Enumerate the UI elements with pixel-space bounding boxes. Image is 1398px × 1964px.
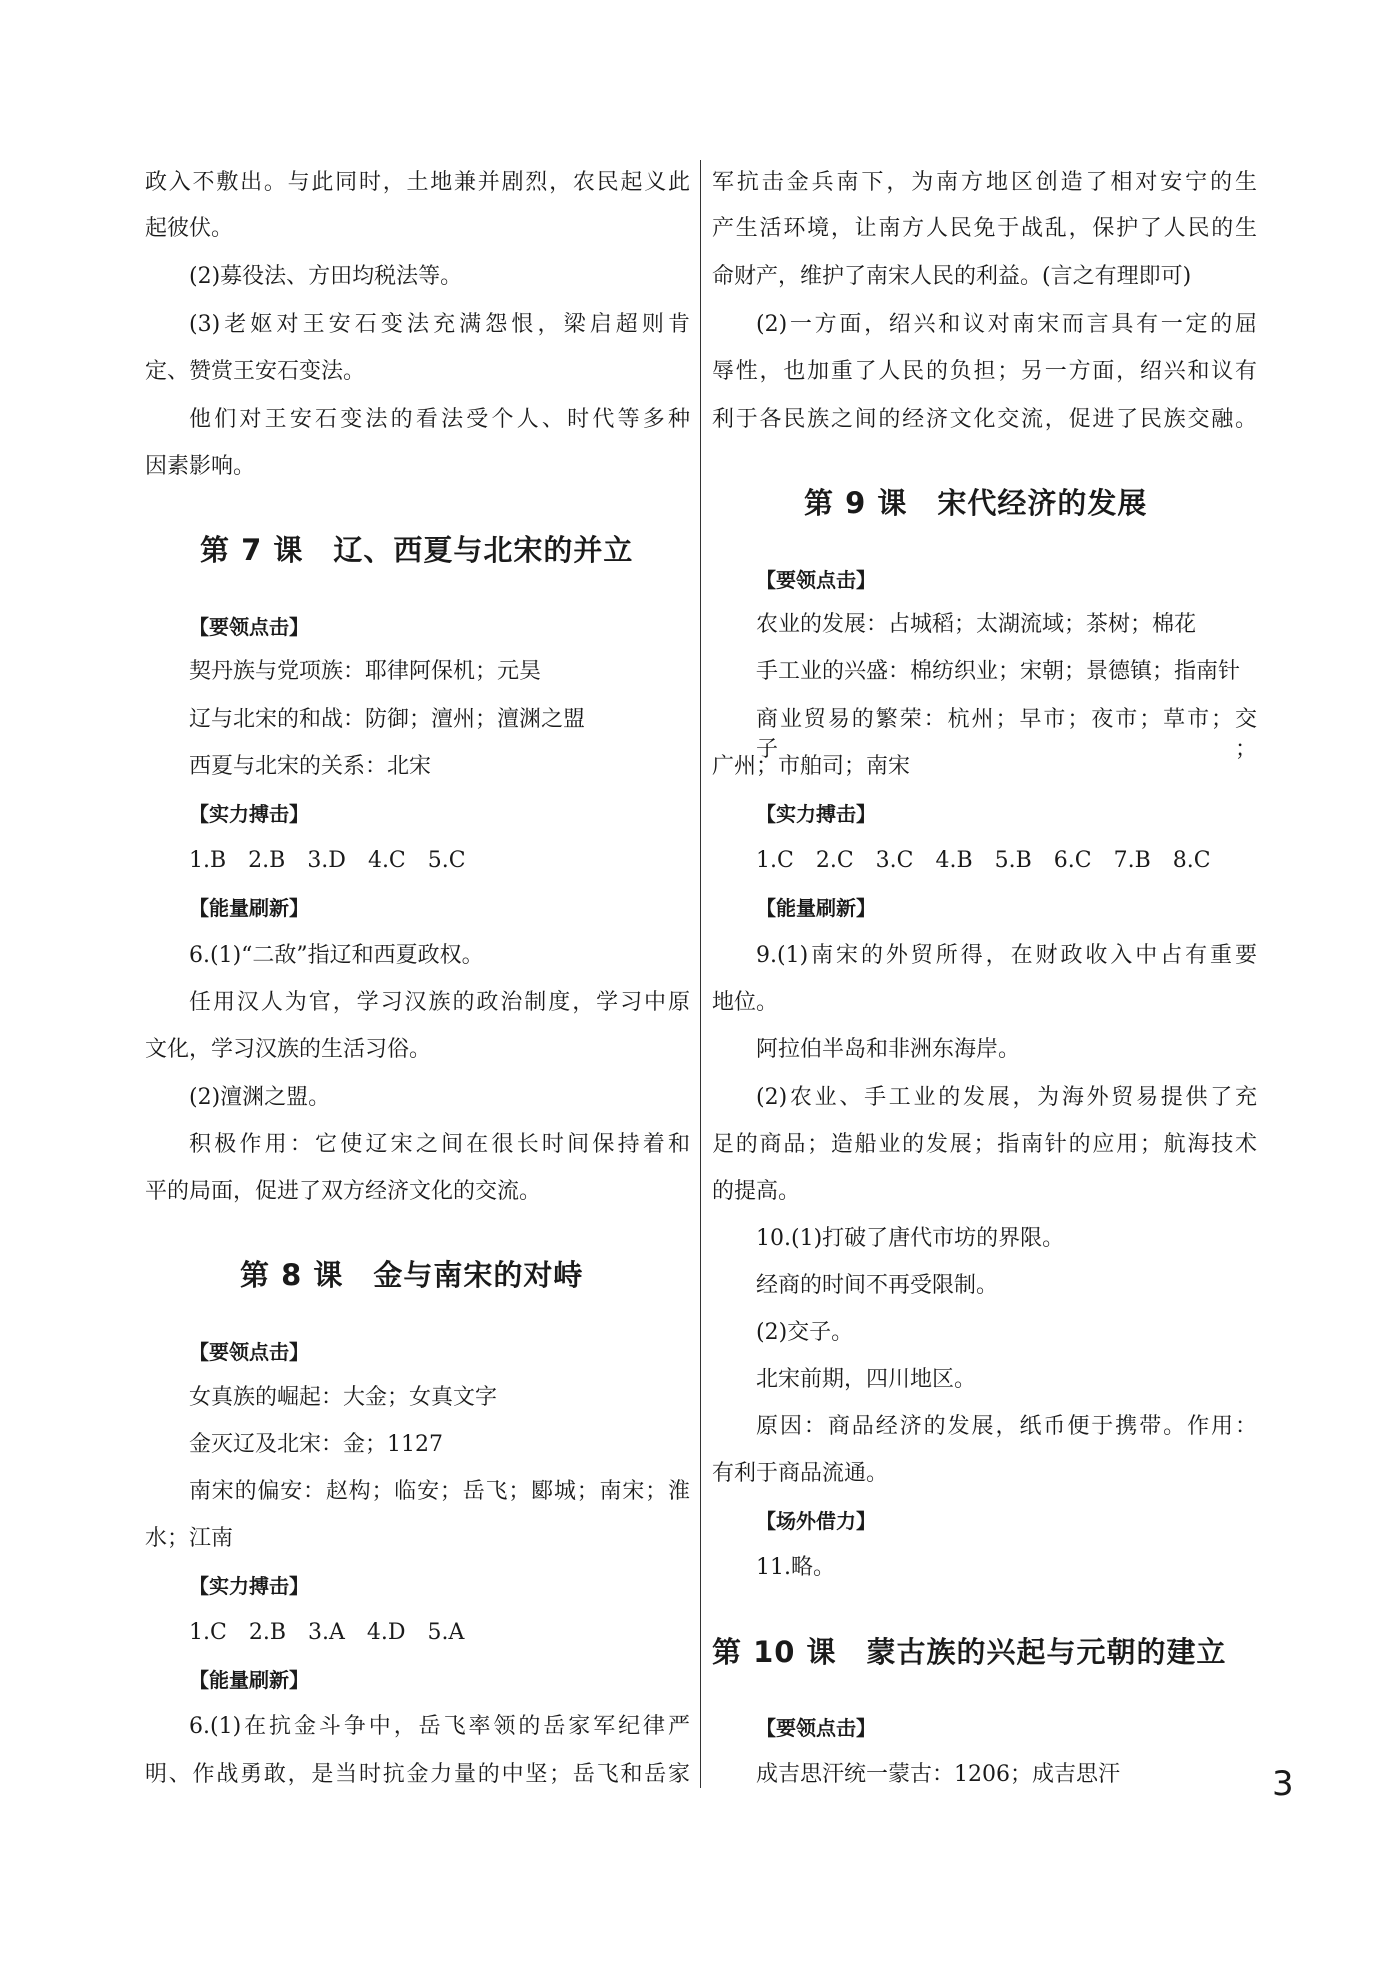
text-line: 6.(1)“二敌”指辽和西夏政权。 [189,943,484,968]
text-line: 因素影响。 [145,454,256,479]
lesson-title: 第 8 课 金与南宋的对峙 [240,1258,584,1292]
text-line: 任用汉人为官，学习汉族的政治制度，学习中原 [189,990,690,1015]
text-line: 原因：商品经济的发展，纸币便于携带。作用： [756,1414,1257,1439]
text-line: 女真族的崛起：大金；女真文字 [189,1385,498,1410]
text-line: 文化，学习汉族的生活习俗。 [145,1037,432,1062]
text-line: 9.(1)南宋的外贸所得，在财政收入中占有重要 [756,943,1257,968]
text-line: 南宋的偏安：赵构；临安；岳飞；郾城；南宋；淮 [189,1479,690,1504]
text-line: 经商的时间不再受限制。 [756,1273,999,1298]
text-line: 商业贸易的繁荣：杭州；早市；夜市；草市；交子； [756,707,1257,762]
lesson-title: 第 9 课 宋代经济的发展 [804,486,1148,520]
text-line: 契丹族与党项族：耶律阿保机；元昊 [189,659,542,684]
text-line: 利于各民族之间的经济文化交流，促进了民族交融。 [712,407,1257,432]
text-line: 命财产，维护了南宋人民的利益。(言之有理即可) [712,264,1192,289]
column-divider [700,160,701,1788]
text-line: 6.(1)在抗金斗争中，岳飞率领的岳家军纪律严 [189,1714,690,1739]
text-line: (2)募役法、方田均税法等。 [189,264,463,289]
page-number: 3 [1272,1764,1294,1804]
answer-line: 1.C 2.C 3.C 4.B 5.B 6.C 7.B 8.C [756,848,1211,873]
answer-line: 1.C 2.B 3.A 4.D 5.A [189,1620,465,1645]
text-line: (3)老妪对王安石变法充满怨恨，梁启超则肯 [189,312,690,337]
lesson-title: 第 7 课 辽、西夏与北宋的并立 [200,533,634,567]
text-line: 政入不敷出。与此同时，土地兼并剧烈，农民起义此 [145,170,690,195]
section-tag: 【实力搏击】 [756,802,876,826]
text-line: 的提高。 [712,1179,801,1204]
section-tag: 【实力搏击】 [189,1574,309,1598]
section-tag: 【实力搏击】 [189,802,309,826]
section-tag: 【要领点击】 [756,568,876,592]
text-line: 手工业的兴盛：棉纺织业；宋朝；景德镇；指南针 [756,659,1241,684]
text-line: 辱性，也加重了人民的负担；另一方面，绍兴和议有 [712,359,1257,384]
text-line: 起彼伏。 [145,216,234,241]
text-line: (2)一方面，绍兴和议对南宋而言具有一定的屈 [756,312,1257,337]
text-line: 阿拉伯半岛和非洲东海岸。 [756,1037,1021,1062]
text-line: (2)澶渊之盟。 [189,1085,331,1110]
text-line: 北宋前期，四川地区。 [756,1367,977,1392]
section-tag: 【能量刷新】 [756,896,876,920]
section-tag: 【要领点击】 [189,615,309,639]
text-line: (2)交子。 [756,1320,854,1345]
text-line: 定、赞赏王安石变法。 [145,359,366,384]
section-tag: 【场外借力】 [756,1509,876,1533]
text-line: 西夏与北宋的关系：北宋 [189,754,432,779]
text-line: 平的局面，促进了双方经济文化的交流。 [145,1179,542,1204]
text-line: (2)农业、手工业的发展，为海外贸易提供了充 [756,1085,1257,1110]
section-tag: 【要领点击】 [756,1716,876,1740]
text-line: 水；江南 [145,1526,234,1551]
answer-line: 1.B 2.B 3.D 4.C 5.C [189,848,466,873]
text-line: 11.略。 [756,1555,835,1580]
text-line: 他们对王安石变法的看法受个人、时代等多种 [189,407,690,432]
text-line: 广州；市舶司；南宋 [712,754,911,779]
text-line: 军抗击金兵南下，为南方地区创造了相对安宁的生 [712,170,1257,195]
text-line: 地位。 [712,990,779,1015]
text-line: 10.(1)打破了唐代市坊的界限。 [756,1226,1065,1251]
text-line: 成吉思汗统一蒙古：1206；成吉思汗 [756,1762,1120,1787]
lesson-title: 第 10 课 蒙古族的兴起与元朝的建立 [712,1635,1227,1669]
text-line: 农业的发展：占城稻；太湖流域；茶树；棉花 [756,612,1197,637]
text-line: 明、作战勇敢，是当时抗金力量的中坚；岳飞和岳家 [145,1762,690,1787]
text-line: 产生活环境，让南方人民免于战乱，保护了人民的生 [712,216,1257,241]
section-tag: 【能量刷新】 [189,1668,309,1692]
text-line: 金灭辽及北宋：金；1127 [189,1432,443,1457]
text-line: 足的商品；造船业的发展；指南针的应用；航海技术 [712,1132,1257,1157]
text-line: 有利于商品流通。 [712,1461,889,1486]
text-line: 积极作用：它使辽宋之间在很长时间保持着和 [189,1132,690,1157]
text-line: 辽与北宋的和战：防御；澶州；澶渊之盟 [189,707,586,732]
section-tag: 【能量刷新】 [189,896,309,920]
section-tag: 【要领点击】 [189,1340,309,1364]
